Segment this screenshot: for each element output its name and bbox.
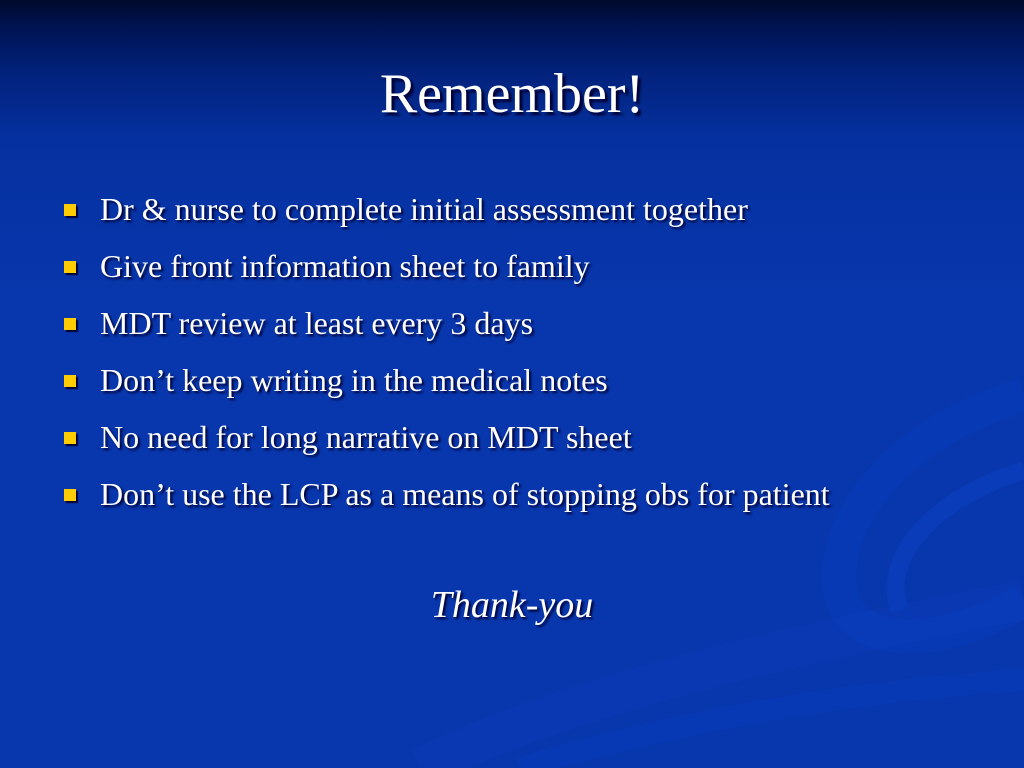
slide-title: Remember! — [379, 63, 645, 125]
square-bullet-icon — [64, 261, 76, 273]
bullet-item — [60, 300, 920, 347]
bullet-text: Don’t use the LCP as a means of stopping obs for patient — [100, 476, 830, 512]
bullet-list — [60, 186, 920, 528]
square-bullet-icon — [64, 489, 76, 501]
bullet-text: Give front information sheet to family — [100, 248, 590, 284]
bullet-text: Dr & nurse to complete initial assessment together — [100, 191, 748, 227]
bullet-item — [60, 471, 920, 518]
bullet-text: No need for long narrative on MDT sheet — [100, 419, 632, 455]
bullet-item — [60, 186, 920, 233]
bullet-item — [60, 243, 920, 290]
square-bullet-icon — [64, 204, 76, 216]
bullet-text: Don’t keep writing in the medical notes — [100, 362, 608, 398]
square-bullet-icon — [64, 318, 76, 330]
bullet-item — [60, 357, 920, 404]
square-bullet-icon — [64, 375, 76, 387]
bullet-item — [60, 414, 920, 461]
square-bullet-icon — [64, 432, 76, 444]
closing-text: Thank-you — [430, 584, 594, 626]
bullet-text: MDT review at least every 3 days — [100, 305, 534, 341]
